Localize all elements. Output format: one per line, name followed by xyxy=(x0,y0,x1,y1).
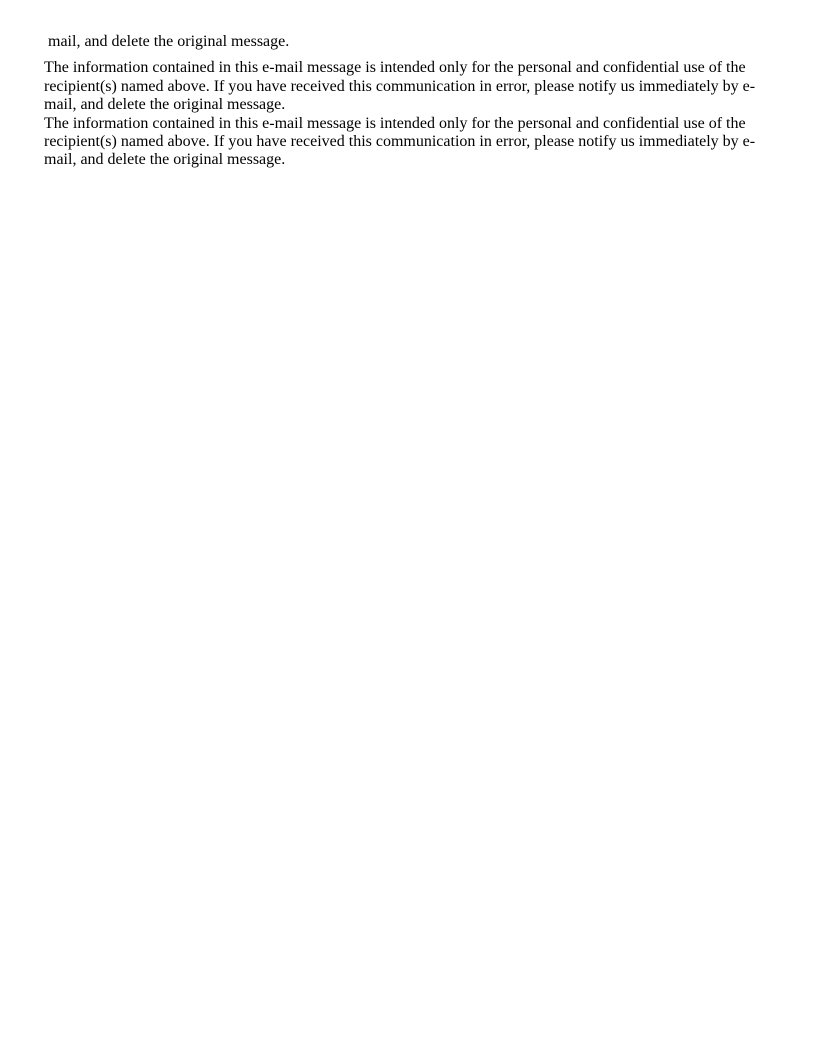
text-line: mail, and delete the original message. xyxy=(44,151,286,169)
text-line: mail, and delete the original message. xyxy=(44,33,290,50)
text-line: mail, and delete the original message. xyxy=(44,96,286,114)
text-line: The information contained in this e-mail message is intended only for the personal and confidential use of the xyxy=(44,59,746,77)
disclaimer-fragment-line xyxy=(44,33,758,51)
disclaimer-paragraph-1 xyxy=(44,59,758,114)
disclaimer-paragraph-2 xyxy=(44,115,758,170)
text-line: The information contained in this e-mail message is intended only for the personal and confidential use of the xyxy=(44,114,746,132)
text-line: recipient(s) named above. If you have received this communication in error, please notify us immediately by e- xyxy=(44,77,756,95)
text-line: recipient(s) named above. If you have received this communication in error, please notify us immediately by e- xyxy=(44,133,756,151)
